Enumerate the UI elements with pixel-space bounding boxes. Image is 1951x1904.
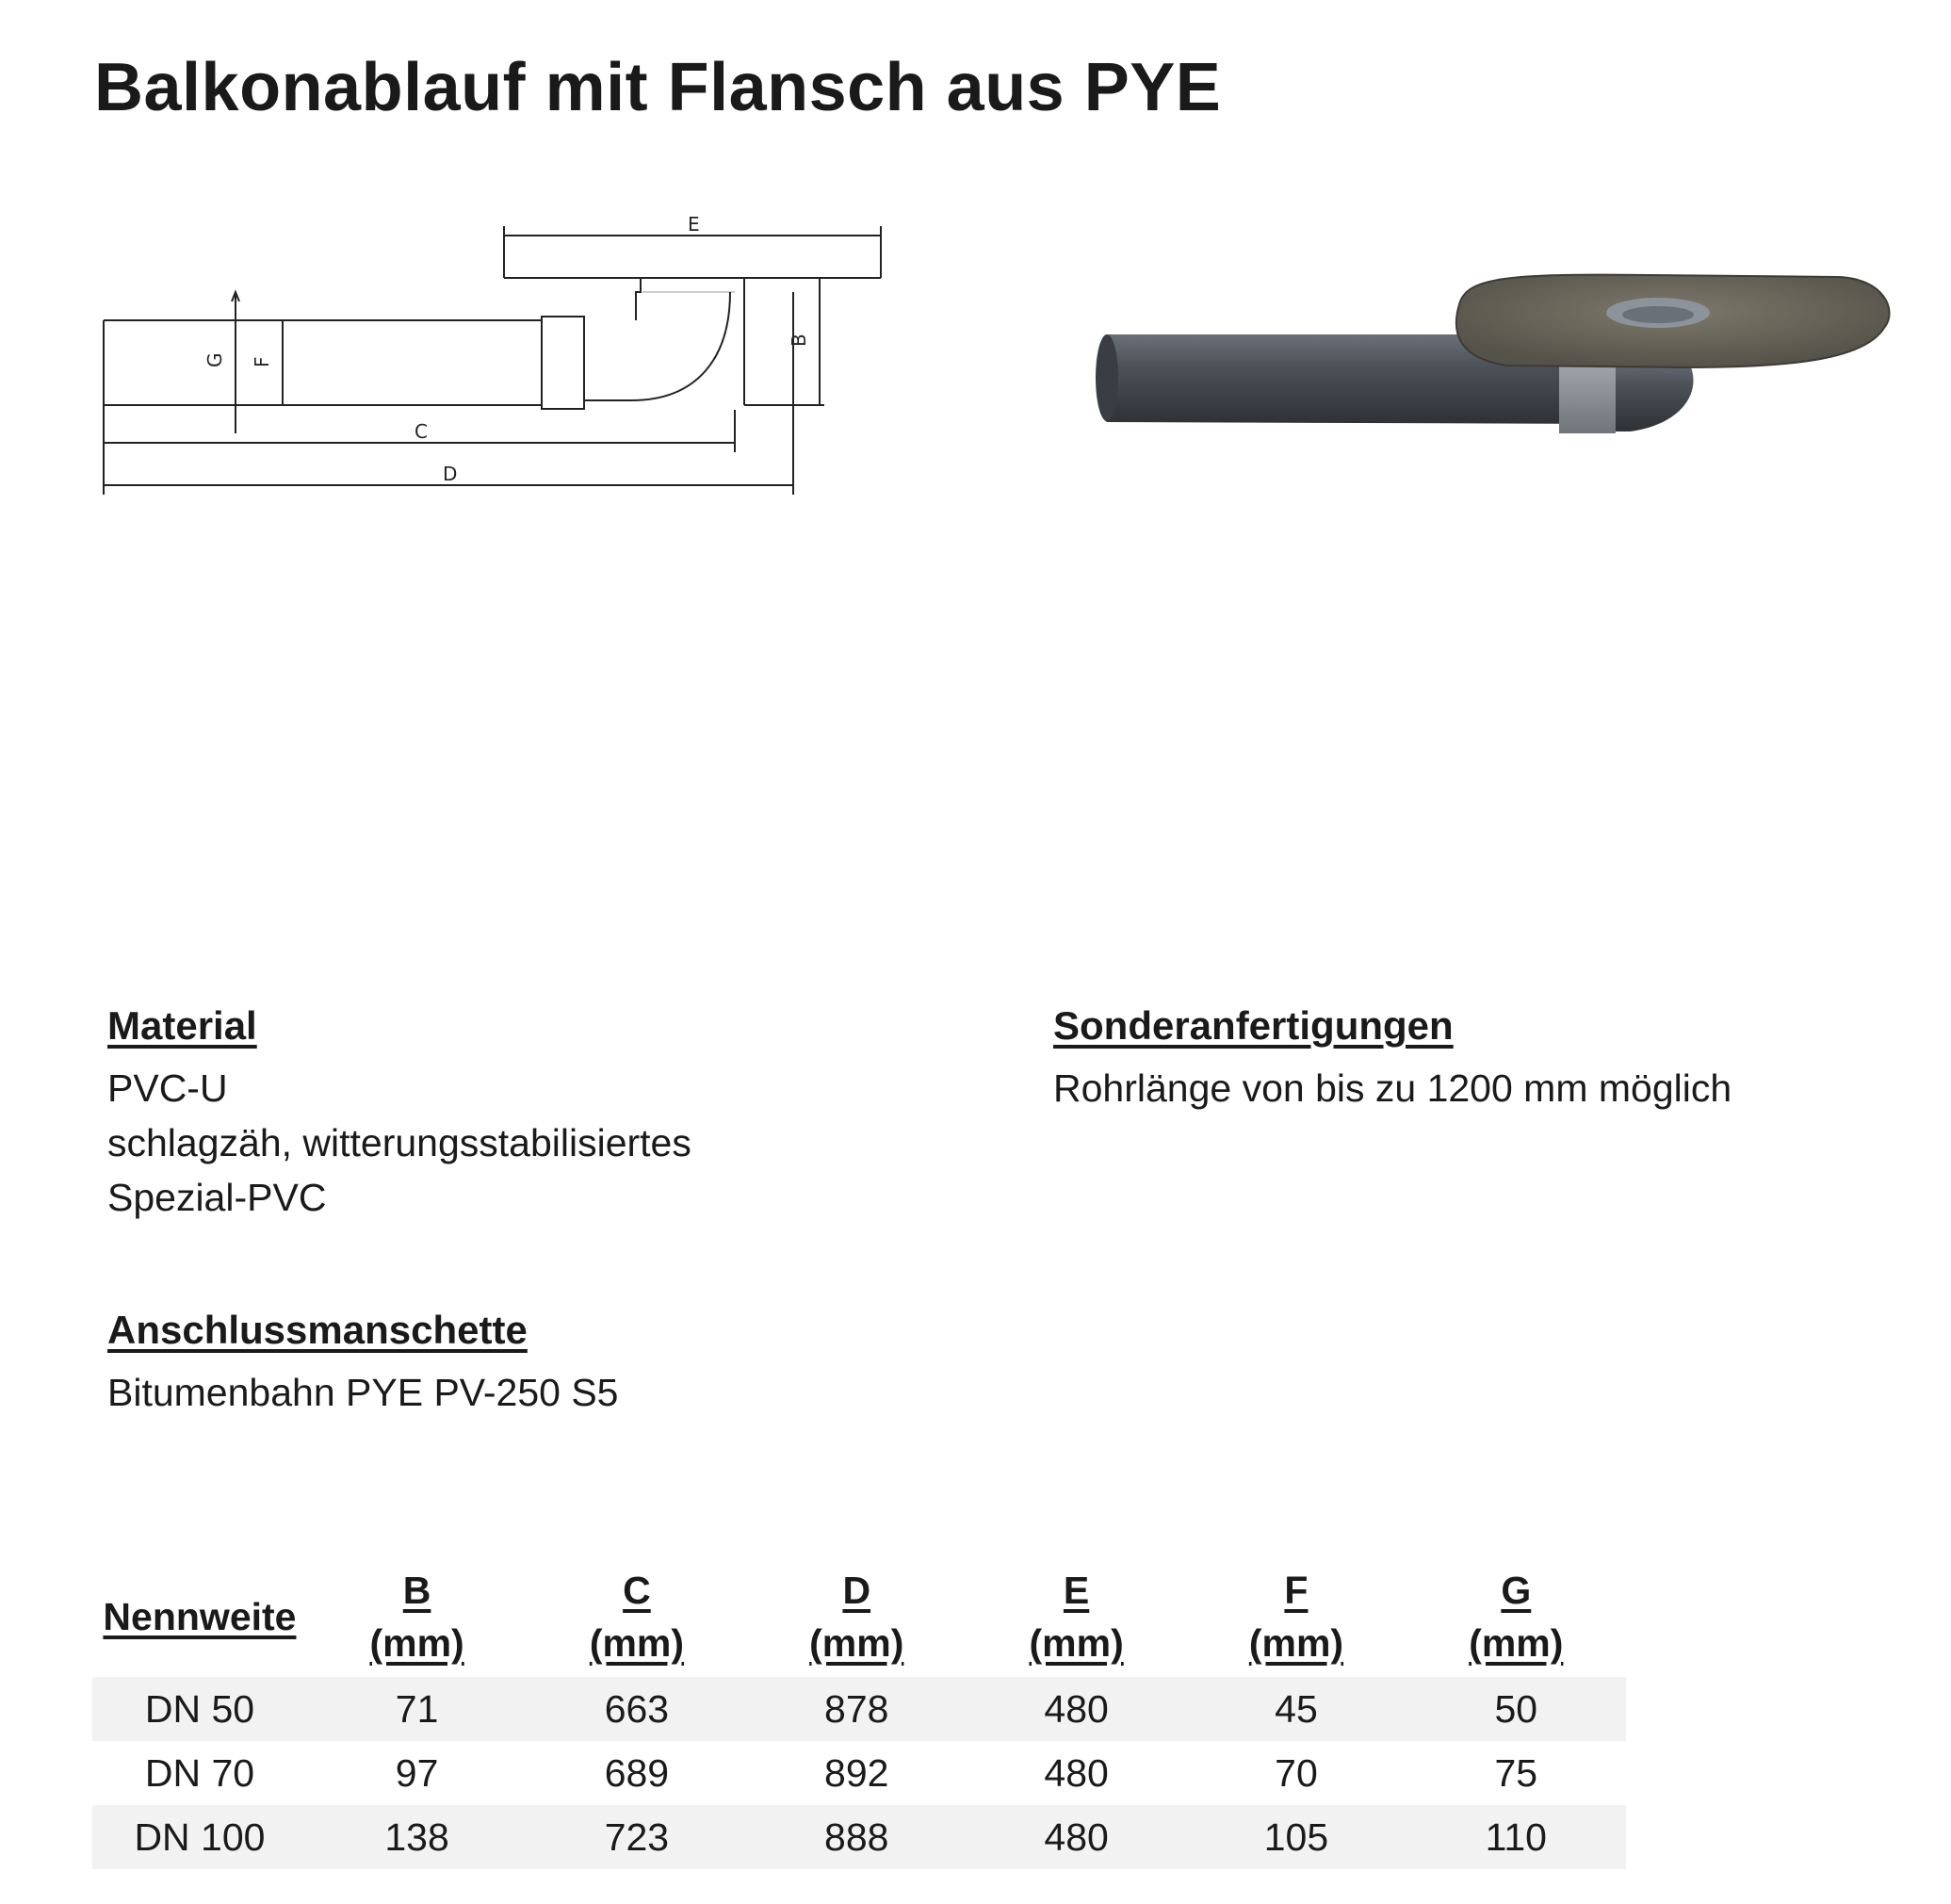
cell: 71 [307,1677,527,1741]
table-header-row [92,1564,1626,1677]
technical-drawing [94,207,904,509]
dim-label-c: C [415,420,428,443]
table-row [92,1677,1626,1741]
dimension-table [92,1564,1626,1869]
header-d: D (mm) [809,1569,904,1665]
material-section [107,999,691,1225]
material-heading: Material [107,1003,257,1048]
header-nennweite: Nennweite [103,1595,297,1638]
product-photo [1083,264,1903,452]
anschluss-line: Bitumenbahn PYE PV-250 S5 [107,1371,619,1414]
material-line: schlagzäh, witterungsstabilisiertes [107,1121,691,1164]
cell: 110 [1406,1805,1626,1869]
sonder-line: Rohrlänge von bis zu 1200 mm möglich [1053,1066,1732,1110]
table-row [92,1805,1626,1869]
header-b: B (mm) [369,1569,464,1665]
cell: 480 [967,1677,1186,1741]
cell: 138 [307,1805,527,1869]
cell: 50 [1406,1677,1626,1741]
cell: 663 [527,1677,746,1741]
table-row [92,1741,1626,1805]
header-c: C (mm) [589,1569,685,1665]
cell: 689 [604,1750,670,1795]
header-f: F (mm) [1248,1569,1344,1665]
dim-label-g: G [203,352,226,367]
cell: DN 50 [92,1677,307,1741]
header-g: G (mm) [1469,1569,1564,1665]
cell: 75 [1494,1750,1538,1795]
dim-label-d: D [443,463,458,485]
anschluss-heading: Anschlussmanschette [107,1308,528,1352]
cell: 70 [1275,1750,1318,1795]
cell: DN 70 [144,1750,255,1795]
cell: 45 [1186,1677,1406,1741]
header-e: E (mm) [1029,1569,1124,1665]
sonderanfertigungen-section [1053,999,1732,1115]
anschluss-section [107,1303,618,1420]
material-line: Spezial-PVC [107,1176,327,1219]
cell: DN 100 [92,1805,307,1869]
cell: 480 [967,1805,1186,1869]
dim-label-b: B [788,334,810,347]
material-line: PVC-U [107,1066,228,1110]
cell: 723 [527,1805,746,1869]
cell: 888 [747,1805,967,1869]
page-title: Balkonablauf mit Flansch aus PYE [94,50,1222,125]
cell: 878 [747,1677,967,1741]
cell: 892 [824,1750,889,1795]
dim-label-f: F [251,356,273,367]
cell: 105 [1186,1805,1406,1869]
sonder-heading: Sonderanfertigungen [1053,1003,1454,1048]
cell: 97 [395,1750,439,1795]
dim-label-e: E [688,213,700,236]
cell: 480 [1044,1750,1109,1795]
